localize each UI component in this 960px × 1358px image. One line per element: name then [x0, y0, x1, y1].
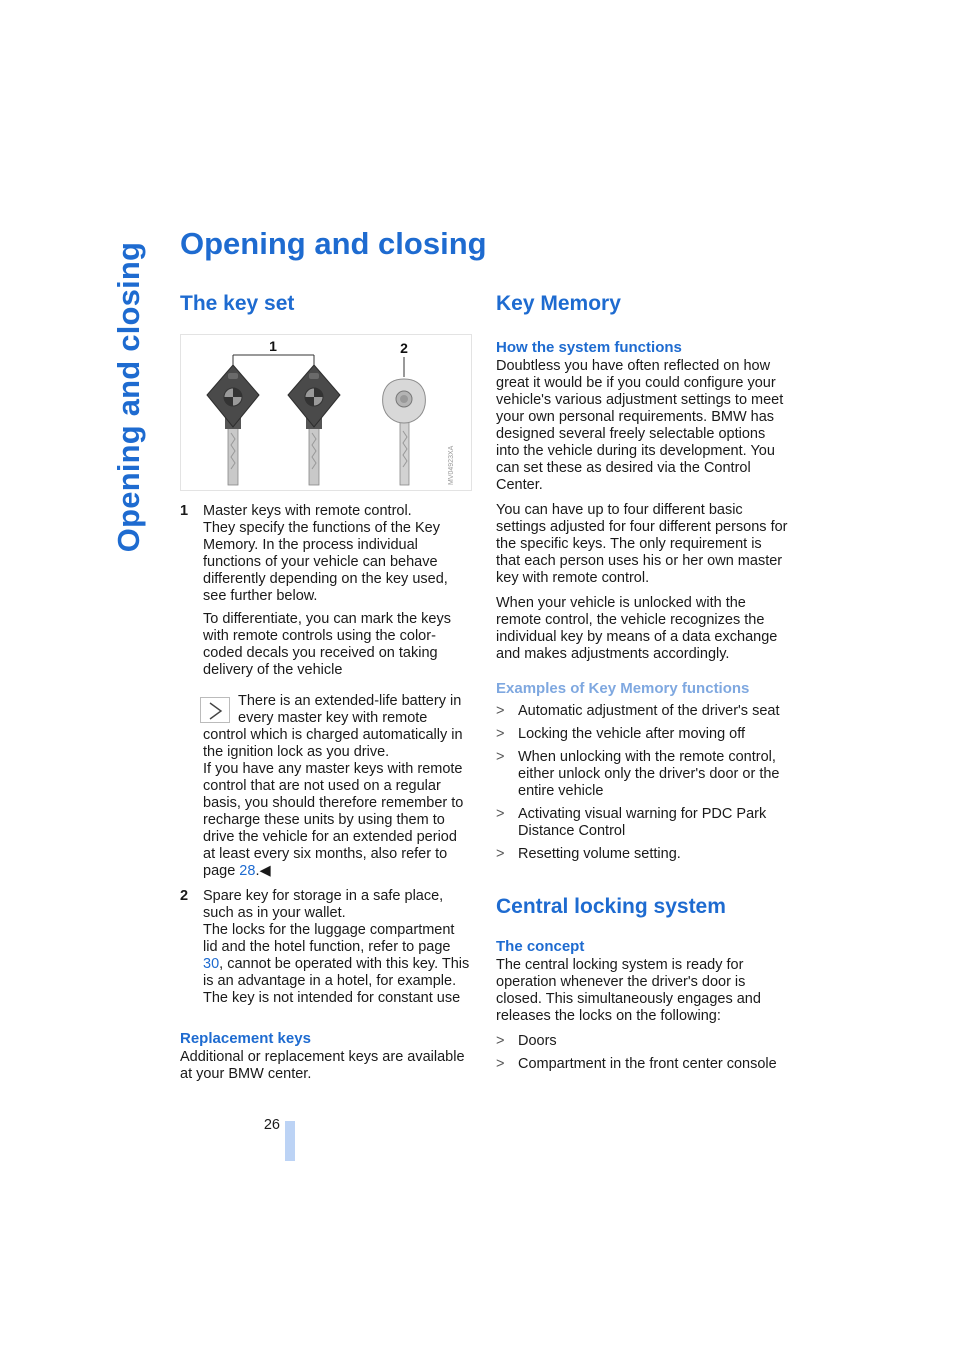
central-locking-heading: Central locking system	[496, 895, 726, 918]
replacement-keys-text: Additional or replacement keys are available at your BMW center.	[180, 1049, 465, 1082]
examples-list	[496, 703, 788, 863]
battery-note-end: .◀	[255, 863, 271, 879]
key-item-2	[180, 888, 472, 1013]
page-title: Opening and closing	[180, 226, 487, 261]
concept-text: The central locking system is ready for operation whenever the driver's door is closed. This simultaneously engages and releases the locks on the following:	[496, 957, 761, 1024]
concept-heading: The concept	[496, 938, 585, 955]
key-set-heading: The key set	[180, 292, 295, 315]
spare-key	[383, 379, 426, 485]
key-item-1-line1: Master keys with remote control.	[203, 503, 412, 519]
side-tab-label: Opening and closing	[111, 241, 146, 553]
concept-list	[496, 1033, 788, 1073]
key-item-2-line1: Spare key for storage in a safe place, such as in your wallet.	[203, 888, 444, 921]
replacement-keys-heading: Replacement keys	[180, 1030, 311, 1047]
list-item: > When unlocking with the remote control, either unlock only the driver's door or the entire vehicle	[496, 749, 780, 799]
key-item-2-line2a: The locks for the luggage compartment lid and the hotel function, refer to page	[203, 922, 455, 955]
list-item: > Locking the vehicle after moving off	[496, 726, 746, 742]
list-item: > Automatic adjustment of the driver's seat	[496, 703, 780, 719]
battery-note-text-a: There is an extended-life battery in every master key with remote control which is charged automatically in the ignition lock as you drive.	[203, 693, 463, 760]
page-28-link[interactable]: 28	[239, 863, 256, 879]
how-paragraph-1: Doubtless you have often reflected on how great it would be if you could configure your vehicle's various adjustment settings to meet your own personal requirements. BMW has designed several freely selectable options into the vehicle during its development. You can set these as desired via the Control Center.	[496, 358, 784, 493]
right-column	[496, 290, 788, 1079]
master-key-2	[288, 365, 340, 485]
figure-code: MV04923XA	[448, 445, 455, 485]
key-item-1-number: 1	[180, 503, 189, 519]
key-item-2-number: 2	[180, 888, 189, 904]
key-item-2-line2b: , cannot be operated with this key. This is an advantage in a hotel, for example. The key is not intended for constant use	[203, 956, 470, 1006]
figure-label-1: 1	[269, 338, 277, 354]
how-paragraph-2: You can have up to four different basic settings adjusted for four different persons for the specific keys. The only requirement is that each person uses his or her own master key with remote control.	[496, 502, 788, 586]
key-memory-heading: Key Memory	[496, 292, 621, 315]
left-column	[180, 290, 472, 1091]
how-paragraph-3: When your vehicle is unlocked with the remote control, the vehicle recognizes the individual key by means of a data exchange and makes adjustments accordingly.	[496, 595, 778, 662]
battery-note	[180, 693, 472, 880]
key-item-1	[180, 503, 472, 685]
key-item-1-line2: They specify the functions of the Key Memory. In the process individual functions of your vehicle can behave differently depending on the key used, see further below.	[203, 520, 448, 604]
list-item: > Resetting volume setting.	[496, 846, 681, 862]
examples-heading: Examples of Key Memory functions	[496, 680, 750, 697]
list-item: > Doors	[496, 1033, 557, 1049]
page-marker-bar	[285, 1121, 295, 1161]
figure-label-2: 2	[400, 340, 408, 356]
page-number: 26	[263, 1117, 280, 1133]
key-item-1-para2: To differentiate, you can mark the keys with remote controls using the color-coded decals you received on taking delivery of the vehicle	[203, 611, 451, 678]
how-system-functions-heading: How the system functions	[496, 339, 682, 356]
battery-note-text-b: If you have any master keys with remote control that are not used on a regular basis, you should therefore remember to recharge these units by using them to drive the vehicle for an extended period at least every six months, also refer to page	[203, 761, 464, 879]
side-tab	[100, 232, 158, 562]
list-item: > Compartment in the front center console	[496, 1056, 777, 1072]
page-30-link[interactable]: 30	[203, 956, 220, 972]
master-key-1	[207, 365, 259, 485]
keys-illustration	[181, 335, 473, 492]
keys-figure	[180, 334, 472, 491]
note-icon	[200, 697, 230, 723]
list-item: > Activating visual warning for PDC Park Distance Control	[496, 806, 767, 839]
